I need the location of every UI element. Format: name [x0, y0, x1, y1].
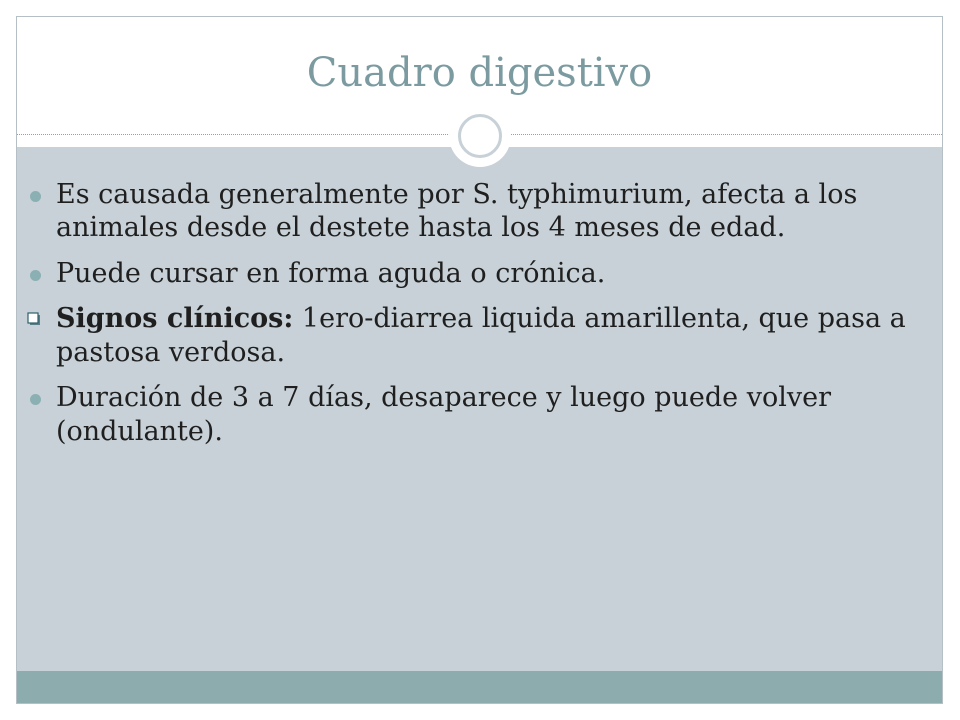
bullet-text: Duración de 3 a 7 días, desaparece y luego puede volver (ondulante). [56, 382, 832, 447]
bullet-item [26, 381, 906, 448]
bullet-item [26, 302, 906, 369]
bullet-text: Es causada generalmente por S. typhimurium, afecta a los animales desde el destete hasta los 4 meses de edad. [56, 179, 858, 244]
bullet-item [26, 257, 906, 290]
hollow-square-bullet-icon [27, 312, 41, 326]
slide-title: Cuadro digestivo [306, 50, 653, 96]
ring-inner [458, 114, 502, 158]
bullet-list [26, 178, 906, 460]
bullet-bold-label: Signos clínicos: [56, 303, 294, 335]
round-dot-icon [30, 270, 41, 281]
ring-icon [449, 105, 511, 167]
bullet-text: 1ero-diarrea liquida amarillenta, que pasa a pastosa verdosa. [56, 303, 906, 368]
bullet-text: Puede cursar en forma aguda o crónica. [56, 257, 606, 289]
round-dot-icon [30, 394, 41, 405]
bullet-item [26, 178, 906, 245]
bottom-bar [17, 671, 942, 704]
round-dot-icon [30, 191, 41, 202]
